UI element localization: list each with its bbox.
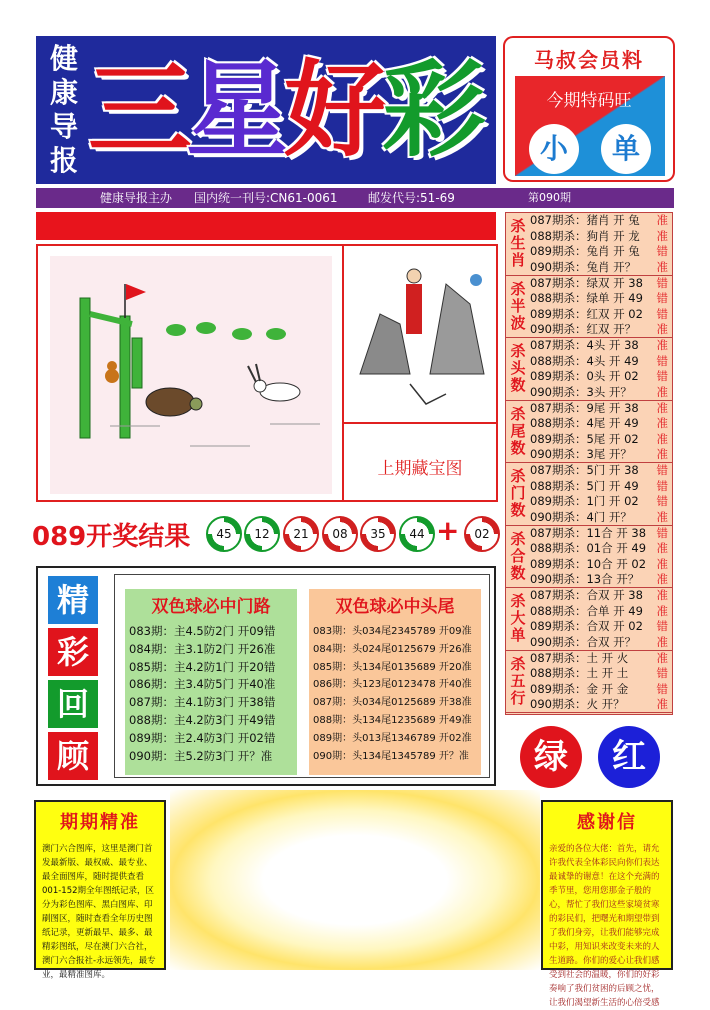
panel-row: 088期：头134尾1235689 开49准	[313, 714, 472, 726]
note-body: 亲爱的各位大佬：首先，请允许我代表全体彩民向你们表达最诚挚的谢意！在这个充满的季节里，您用您那金子般的心，帮忙了我们这些家境贫寒的彩民们，把曙光和期望带到了我们身旁，让我们能够完成中彩，用知识来改变未来的人生道路。你们的爱心让我们感受到社会的温暖，你们的好彩奏响了我们贫困的后顾之忧，让我们渴望新生活的心倍受感	[549, 844, 660, 1008]
kill-row	[530, 619, 672, 635]
kill-row-text: 087期杀：土 开 火	[530, 650, 629, 665]
cartoon-tortoise-hare	[50, 256, 332, 494]
note-title: 感谢信	[577, 812, 637, 833]
panel-row: 084期：主3.1防2门 开26准	[129, 641, 276, 656]
cartoon-illustration	[50, 256, 332, 494]
kill-row-result: 错	[656, 463, 668, 477]
kill-row	[530, 526, 672, 542]
kill-row	[530, 510, 672, 526]
kill-row-text: 088期杀：绿单 开 49	[530, 291, 643, 305]
kill-row-text: 090期杀：4门 开？	[530, 509, 632, 524]
review-char: 彩	[48, 628, 98, 676]
kill-row-result: 错	[656, 494, 668, 508]
color-pick-red: 红	[598, 726, 660, 788]
kill-row-result: 错	[656, 666, 668, 680]
kill-row-text: 087期杀：合双 开 38	[530, 588, 643, 602]
kill-group	[506, 401, 672, 464]
kill-row	[530, 291, 672, 307]
kill-row	[530, 479, 672, 495]
kill-row-text: 088期杀：01合 开 49	[530, 541, 647, 555]
kill-row-result: 准	[656, 384, 668, 399]
panel-row: 086期：头123尾0123478 开40准	[313, 679, 472, 691]
kill-row-text: 089期杀：兔肖 开 兔	[530, 244, 640, 258]
kill-row	[530, 307, 672, 323]
kill-group-label: 杀 尾 数	[510, 404, 526, 457]
kill-row-text: 087期杀：猪肖 开 兔	[530, 213, 640, 227]
kill-row-result: 错	[656, 478, 668, 493]
kill-group-label: 杀 合 数	[510, 529, 526, 582]
head-tail-panel	[309, 589, 481, 775]
result-ball: 21	[283, 516, 319, 552]
bamboo-pole	[132, 338, 142, 388]
results-title: 089开奖结果	[32, 522, 191, 552]
kill-row-result: 准	[656, 556, 668, 571]
accuracy-note-box	[34, 800, 166, 980]
kill-row-result: 准	[656, 338, 668, 352]
kill-row	[530, 385, 672, 401]
kill-table	[505, 212, 673, 715]
kill-row	[530, 572, 672, 588]
kill-group	[506, 463, 672, 526]
kill-row-text: 089期杀：合双 开 02	[530, 619, 643, 633]
masthead	[36, 36, 496, 184]
kill-row	[530, 416, 672, 432]
decorative-glow	[170, 790, 540, 970]
note-title: 期期精准	[60, 812, 140, 833]
woman-figure-icon	[406, 284, 422, 334]
kill-row-result: 准	[656, 541, 668, 555]
kill-row	[530, 588, 672, 604]
kill-group-label: 杀 半 波	[510, 279, 526, 332]
masthead-side-label	[44, 42, 84, 178]
kill-row-text: 088期杀：狗肖 开 龙	[530, 228, 640, 243]
bird-icon	[470, 274, 482, 286]
kill-row	[530, 244, 672, 260]
panel-row: 090期：主5.2防3门 开？准	[129, 748, 273, 763]
caption-box	[342, 422, 498, 502]
kill-row	[530, 229, 672, 245]
review-box	[36, 566, 496, 786]
kill-row-text: 087期杀：11合 开 38	[530, 525, 647, 540]
kill-row	[530, 697, 672, 713]
kill-group	[506, 338, 672, 401]
kill-row-text: 090期杀：红双 开？	[530, 322, 637, 336]
kill-row	[530, 276, 672, 292]
panel-title: 双色球必中门路	[151, 597, 271, 617]
kill-group-label: 杀 五 行	[510, 654, 526, 707]
side-char: 健	[49, 42, 78, 75]
kill-row	[530, 557, 672, 573]
kill-row-result: 错	[656, 353, 668, 368]
leaf-icon	[166, 324, 186, 336]
mountain-icon	[430, 284, 484, 374]
kill-row	[530, 604, 672, 620]
kill-row-result: 准	[656, 697, 668, 711]
panel-row: 084期：头024尾0125679 开26准	[313, 643, 472, 655]
review-char: 顾	[48, 732, 98, 780]
kill-row-text: 089期杀：金 开 金	[530, 681, 629, 696]
kill-row-result: 准	[656, 603, 668, 618]
kill-row-text: 088期杀：4尾 开 49	[530, 416, 639, 430]
panel-row: 083期：主4.5防2门 开09错	[129, 624, 276, 638]
kill-row	[530, 635, 672, 651]
kill-row	[530, 432, 672, 448]
review-char: 精	[48, 576, 98, 624]
kill-row-result: 错	[656, 244, 668, 258]
title-char: 好	[284, 49, 389, 171]
kill-group-label: 杀 生 肖	[510, 217, 526, 270]
illustration-box	[36, 244, 498, 502]
kill-row-result: 错	[656, 369, 668, 383]
kill-row	[530, 338, 672, 354]
kill-row-text: 090期杀：3头 开？	[530, 384, 632, 399]
leaf-icon	[266, 328, 286, 340]
kill-row-text: 088期杀：土 开 土	[530, 666, 629, 680]
kill-row	[530, 213, 672, 229]
title-char: 三	[88, 49, 193, 171]
result-ball: 44	[399, 516, 435, 552]
result-ball: 35	[360, 516, 396, 552]
panel-row: 085期：主4.2防1门 开20错	[129, 659, 276, 674]
kill-row-result: 准	[656, 509, 668, 524]
kill-row-result: 准	[656, 447, 668, 461]
door-route-panel	[125, 589, 297, 775]
kill-row-result: 准	[656, 650, 668, 665]
special-ball: 02	[464, 516, 500, 552]
kill-row-result: 准	[656, 431, 668, 446]
kill-row-result: 准	[656, 588, 668, 602]
kill-row-result: 错	[656, 525, 668, 540]
kill-group-label: 杀 大 单	[510, 592, 526, 645]
result-ball: 08	[322, 516, 358, 552]
leaf-icon	[232, 328, 252, 340]
info-postal: 邮发代号:51-69	[368, 191, 455, 205]
kill-group	[506, 213, 672, 276]
thank-you-letter-box	[541, 800, 673, 1008]
panel-row: 085期：头134尾0135689 开20准	[313, 661, 472, 673]
kill-row	[530, 541, 672, 557]
masthead-title	[88, 40, 487, 180]
kill-row-text: 089期杀：红双 开 02	[530, 306, 643, 321]
kill-row	[530, 682, 672, 698]
review-inner-frame	[114, 574, 490, 778]
kill-row-text: 087期杀：绿双 开 38	[530, 275, 643, 290]
kill-row	[530, 651, 672, 667]
kill-row	[530, 666, 672, 682]
panel-row: 089期：头013尾1346789 开02准	[313, 732, 472, 744]
kill-row-text: 090期杀：3尾 开？	[530, 447, 632, 461]
panel-row: 083期：头034尾2345789 开09准	[313, 626, 472, 637]
kill-group	[506, 276, 672, 339]
plus-sign: +	[436, 514, 460, 547]
panel-row: 087期：头034尾0125689 开38准	[313, 697, 472, 709]
panel-row: 087期：主4.1防3门 开38错	[129, 695, 276, 710]
kill-row-text: 088期杀：4头 开 49	[530, 353, 639, 368]
tortoise-icon	[146, 388, 194, 416]
member-box	[503, 36, 675, 182]
kill-row-text: 089期杀：1门 开 02	[530, 494, 639, 508]
kill-group	[506, 651, 672, 714]
kill-row-text: 090期杀：13合 开？	[530, 572, 640, 586]
review-char: 回	[48, 680, 98, 728]
kill-group	[506, 526, 672, 589]
info-strip	[36, 188, 674, 208]
pick-odd: 单	[601, 124, 651, 174]
leaf-icon	[196, 322, 216, 334]
kill-row	[530, 494, 672, 510]
kill-row-result: 准	[656, 634, 668, 649]
kill-row	[530, 354, 672, 370]
side-char: 康	[49, 76, 78, 109]
kill-row-text: 088期杀：合单 开 49	[530, 603, 643, 618]
member-title: 马叔会员料	[534, 48, 644, 72]
panel-title: 双色球必中头尾	[335, 597, 455, 617]
kill-row-result: 准	[656, 213, 668, 227]
result-ball: 45	[206, 516, 242, 552]
panel-row: 088期：主4.2防3门 开49错	[129, 712, 276, 727]
kill-row	[530, 447, 672, 463]
kill-row-text: 089期杀：5尾 开 02	[530, 431, 639, 446]
kill-row-text: 087期杀：9尾 开 38	[530, 400, 639, 415]
note-body: 澳门六合图库，这里是澳门首发最新版、最权威、最专业、最全面图库，随时提供查看001-152期全年图纸记录，区分为彩色图库、黑白图库、印刷图区，随时查看全年历史图纸记录，更新最早、最多、最精彩图纸，尽在澳门六合社，澳门六合报社-永远领先，最专业，最精准图库。	[42, 844, 156, 980]
kill-row-result: 准	[656, 416, 668, 430]
kill-row-text: 089期杀：0头 开 02	[530, 369, 639, 383]
member-subtitle: 今期特码旺	[546, 91, 632, 111]
kill-row-result: 准	[656, 259, 668, 274]
side-char: 报	[49, 144, 78, 177]
bamboo-pole	[80, 298, 90, 438]
kill-group-label: 杀 头 数	[510, 342, 526, 395]
kill-row	[530, 463, 672, 479]
panel-row: 090期：头134尾1345789 开？准	[313, 750, 469, 762]
kill-row-text: 089期杀：10合 开 02	[530, 556, 647, 571]
kill-row	[530, 401, 672, 417]
kill-row-result: 错	[656, 619, 668, 633]
kill-row-result: 准	[656, 322, 668, 336]
illustration-caption: 上期藏宝图	[377, 459, 463, 479]
kill-group-label: 杀 门 数	[510, 467, 526, 520]
treasure-map-drawing	[350, 254, 494, 418]
kill-row	[530, 260, 672, 276]
kill-row-result: 错	[656, 306, 668, 321]
kill-row	[530, 322, 672, 338]
issue-number: 第090期	[528, 191, 571, 204]
kill-row-text: 088期杀：5门 开 49	[530, 478, 639, 493]
kill-row-text: 087期杀：4头 开 38	[530, 338, 639, 352]
side-char: 导	[49, 110, 78, 143]
kill-row-result: 准	[656, 228, 668, 243]
result-ball: 12	[244, 516, 280, 552]
kill-row-result: 错	[656, 681, 668, 696]
flag-icon	[126, 284, 146, 300]
info-host: 健康导报主办	[100, 191, 173, 205]
red-banner-bar	[36, 212, 496, 240]
rock-icon	[360, 314, 410, 374]
bamboo-pole	[120, 316, 130, 438]
kill-group	[506, 588, 672, 651]
kill-row-text: 090期杀：兔肖 开？	[530, 259, 637, 274]
kill-row-result: 准	[656, 400, 668, 415]
kill-row-text: 090期杀：火 开？	[530, 697, 625, 711]
panel-row: 086期：主3.4防5门 开40准	[129, 677, 276, 692]
info-serial: 国内统一刊号:CN61-0061	[194, 191, 338, 205]
panel-row: 089期：主2.4防3门 开02错	[129, 730, 276, 745]
kill-row-result: 准	[656, 572, 668, 586]
pick-small: 小	[529, 124, 579, 174]
kill-row-result: 错	[656, 275, 668, 290]
kill-row-result: 错	[656, 291, 668, 305]
kill-row-text: 090期杀：合双 开？	[530, 634, 637, 649]
color-pick-green: 绿	[520, 726, 582, 788]
kill-row	[530, 369, 672, 385]
kill-row-text: 087期杀：5门 开 38	[530, 463, 639, 477]
title-char: 彩	[382, 49, 487, 171]
title-char: 星	[186, 49, 291, 171]
